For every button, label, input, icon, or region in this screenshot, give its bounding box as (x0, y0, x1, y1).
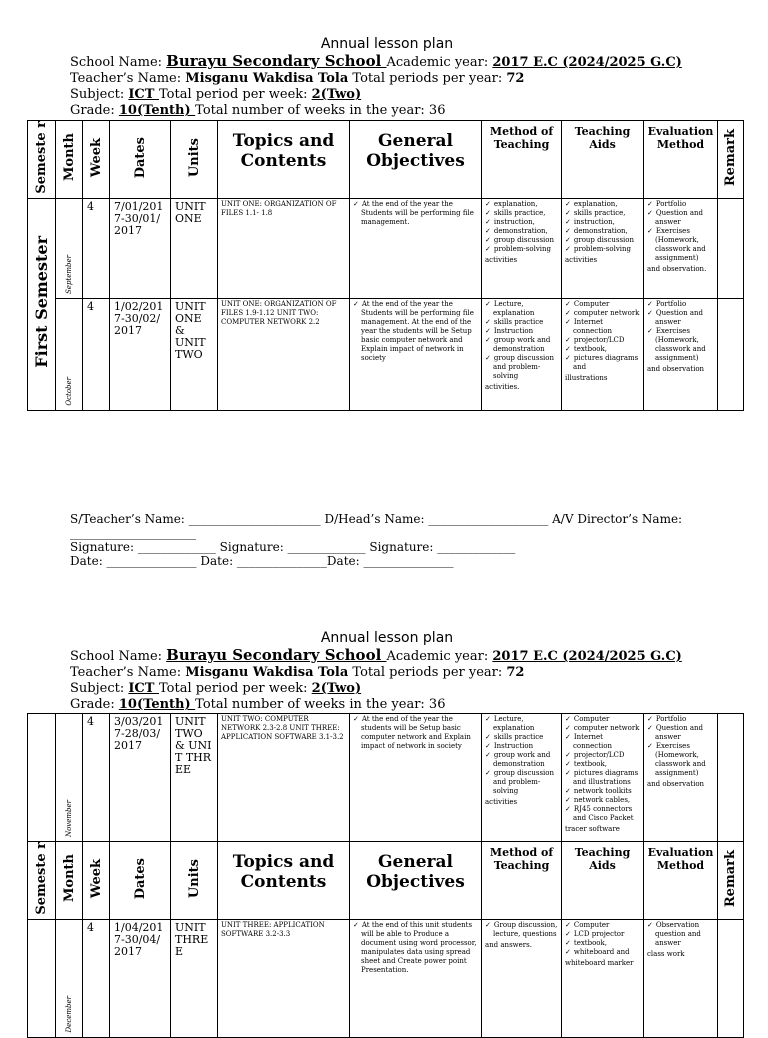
checklist-item: ✓ textbook, (565, 345, 640, 354)
col-week: Week (83, 121, 110, 199)
checklist-item: ✓ group discussion (565, 236, 640, 245)
col-semester: Semeste r (28, 121, 56, 199)
objectives-cell: ✓ At the end of the year the Students will be performing file management. (350, 198, 482, 298)
checklist-note: and observation (647, 780, 705, 788)
dates-cell: 1/02/2017-30/02/2017 (110, 298, 171, 410)
method-cell (482, 298, 562, 410)
checklist-note: activities (485, 255, 518, 264)
checklist-item: ✓ explanation, (565, 200, 640, 209)
topics-cell: UNIT ONE: ORGANIZATION OF FILES 1.1- 1.8 (218, 198, 350, 298)
week-cell: 4 (83, 919, 110, 1037)
checklist (647, 715, 714, 778)
aids-cell (562, 714, 644, 842)
checklist-item: ✓ network toolkits (565, 787, 640, 796)
remark-cell (718, 298, 744, 410)
school-line: School Name: Burayu Secondary School Academic year: 2017 E.C (2024/2025 G.C) (70, 52, 682, 70)
grade: 10(Tenth) (118, 697, 196, 712)
checklist-note: whiteboard marker (565, 958, 634, 967)
checklist-item: ✓ whiteboard and (565, 948, 640, 957)
table-row (28, 298, 744, 410)
checklist-item: ✓ Group discussion, lecture, questions (485, 921, 558, 939)
checklist (565, 300, 640, 372)
units-cell: UNIT TWO & UNIT THREE (171, 714, 218, 842)
col-topics: Topics and Contents (218, 121, 350, 199)
checklist-item: ✓ Internet connection (565, 318, 640, 336)
table-row (28, 919, 744, 1037)
teacher-line: Teacher’s Name: Misganu Wakdisa Tola Total periods per year: 72 (70, 665, 525, 680)
checklist-item: ✓ demonstration, (565, 227, 640, 236)
checklist-item: ✓ group discussion and problem-solving (485, 769, 558, 796)
week-cell: 4 (83, 298, 110, 410)
checklist-item: ✓ network cables, (565, 796, 640, 805)
checklist-item: ✓ Observation question and answer (647, 921, 714, 948)
col-month: Month (56, 842, 83, 920)
checklist (565, 921, 640, 957)
col-semester: Semeste r (28, 842, 56, 920)
col-dates: Dates (110, 842, 171, 920)
date-line: Date: _______________ Date: _______________Date: _______________ (70, 554, 454, 568)
lesson-plan-table-1 (27, 120, 744, 411)
evaluation-cell (644, 198, 718, 298)
evaluation-cell (644, 298, 718, 410)
dates-cell: 7/01/2017-30/01/2017 (110, 198, 171, 298)
checklist (485, 300, 558, 381)
evaluation-cell (644, 919, 718, 1037)
header-block-2 (70, 629, 750, 713)
checklist-note: and observation (647, 364, 705, 373)
col-remark: Remark (718, 121, 744, 199)
subject-line: Subject: ICT Total period per week: 2(Two) (70, 87, 362, 102)
grade-line: Grade: 10(Tenth) Total number of weeks in the year: 36 (70, 697, 446, 712)
checklist-item: ✓ textbook, (565, 760, 640, 769)
school-name: Burayu Secondary School (166, 52, 387, 70)
method-cell (482, 714, 562, 842)
subject: ICT (128, 87, 159, 102)
checklist-item: ✓ group discussion (485, 236, 558, 245)
checklist-item: ✓ problem-solving (565, 245, 640, 254)
periods-per-week: 2(Two) (311, 681, 362, 696)
teacher-name: Misganu Wakdisa Tola (185, 71, 349, 86)
checklist-note: and observation. (647, 264, 707, 273)
signature-line: Signature: _____________ Signature: _____________ Signature: _____________ (70, 540, 516, 554)
col-dates: Dates (110, 121, 171, 199)
col-remark: Remark (718, 842, 744, 920)
checklist-item: ✓ pictures diagrams and illustrations (565, 769, 640, 787)
checklist-item: ✓ skills practice, (565, 209, 640, 218)
checklist-item: ✓ skills practice (485, 318, 558, 327)
checklist-item: ✓ LCD projector (565, 930, 640, 939)
month-cell: December (56, 919, 83, 1037)
checklist-note: illustrations (565, 373, 608, 382)
checklist-item: ✓ Portfolio (647, 200, 714, 209)
checklist (565, 715, 640, 823)
col-evaluation: Evaluation Method (644, 842, 718, 920)
semester-cell-empty (28, 919, 56, 1037)
checklist-item: ✓ Computer (565, 921, 640, 930)
checklist-item: ✓ Question and answer (647, 724, 714, 742)
col-topics: Topics and Contents (218, 842, 350, 920)
units-cell: UNIT ONE (171, 198, 218, 298)
method-cell (482, 198, 562, 298)
periods-per-week: 2(Two) (311, 87, 362, 102)
method-cell (482, 919, 562, 1037)
units-cell: UNIT ONE & UNIT TWO (171, 298, 218, 410)
aids-cell (562, 919, 644, 1037)
checklist-item: ✓ demonstration, (485, 227, 558, 236)
checklist-note: activities. (485, 382, 520, 391)
week-cell: 4 (83, 714, 110, 842)
periods-per-year: 72 (506, 665, 525, 680)
dates-cell: 1/04/2017-30/04/2017 (110, 919, 171, 1037)
checklist-item: ✓ Exercises (Homework, classwork and assignment) (647, 742, 714, 778)
month-cell: September (56, 198, 83, 298)
checklist-item: ✓ Portfolio (647, 300, 714, 309)
checklist-item: ✓ Instruction (485, 742, 558, 751)
dates-cell: 3/03/2017-28/03/2017 (110, 714, 171, 842)
checklist (565, 200, 640, 254)
header-block-1 (70, 35, 750, 119)
col-method: Method of Teaching (482, 121, 562, 199)
table-row (28, 714, 744, 842)
evaluation-cell (644, 714, 718, 842)
col-units: Units (171, 842, 218, 920)
checklist-item: ✓ Computer (565, 715, 640, 724)
checklist-item: ✓ computer network (565, 309, 640, 318)
checklist-item: ✓ Exercises (Homework, classwork and assignment) (647, 327, 714, 363)
col-method: Method of Teaching (482, 842, 562, 920)
col-aids: Teaching Aids (562, 121, 644, 199)
checklist-note: and answers. (485, 940, 532, 949)
checklist (647, 200, 714, 263)
aids-cell (562, 198, 644, 298)
semester-cell-empty (28, 714, 56, 842)
names-line: S/Teacher’s Name: ______________________ D/Head’s Name: ____________________ A/V Director’s Name: _____________________ (70, 512, 683, 540)
checklist-item: ✓ skills practice, (485, 209, 558, 218)
topics-cell: UNIT TWO: COMPUTER NETWORK 2.3-2.8 UNIT THREE: APPLICATION SOFTWARE 3.1-3.2 (218, 714, 350, 842)
col-aids: Teaching Aids (562, 842, 644, 920)
grade-line: Grade: 10(Tenth) Total number of weeks in the year: 36 (70, 103, 446, 118)
checklist-item: ✓ RJ45 connectors and Cisco Packet (565, 805, 640, 823)
checklist-item: ✓ Exercises (Homework, classwork and assignment) (647, 227, 714, 263)
table-row (28, 198, 744, 298)
checklist-item: ✓ textbook, (565, 939, 640, 948)
checklist-item: ✓ group work and demonstration (485, 751, 558, 769)
checklist-item: ✓ Question and answer (647, 309, 714, 327)
subject-line: Subject: ICT Total period per week: 2(Two) (70, 681, 362, 696)
teacher-name: Misganu Wakdisa Tola (185, 665, 349, 680)
table-header-row (28, 842, 744, 920)
school-line: School Name: Burayu Secondary School Academic year: 2017 E.C (2024/2025 G.C) (70, 646, 682, 664)
checklist-item: ✓ Internet connection (565, 733, 640, 751)
checklist-item: ✓ Lecture, explanation (485, 715, 558, 733)
checklist-item: ✓ Lecture, explanation (485, 300, 558, 318)
aids-cell (562, 298, 644, 410)
semester-label: First Semester (28, 198, 56, 410)
checklist (647, 300, 714, 363)
checklist-item: ✓ computer network (565, 724, 640, 733)
units-cell: UNIT THREE (171, 919, 218, 1037)
checklist-item: ✓ projector/LCD (565, 751, 640, 760)
academic-year: 2017 E.C (2024/2025 G.C) (492, 649, 682, 664)
checklist-item: ✓ instruction, (485, 218, 558, 227)
teacher-line: Teacher’s Name: Misganu Wakdisa Tola Total periods per year: 72 (70, 71, 525, 86)
school-name: Burayu Secondary School (166, 646, 387, 664)
checklist-note: class work (647, 949, 685, 958)
checklist-item: ✓ Question and answer (647, 209, 714, 227)
checklist-item: ✓ projector/LCD (565, 336, 640, 345)
remark-cell (718, 714, 744, 842)
document-title: Annual lesson plan (320, 630, 454, 646)
checklist-item: ✓ problem-solving (485, 245, 558, 254)
checklist-item: ✓ group work and demonstration (485, 336, 558, 354)
objectives-cell: ✓ At the end of the year the Students will be performing file management. At the end of the year the students will be Setup basic computer network and Explain impact of network in society (350, 298, 482, 410)
topics-cell: UNIT THREE: APPLICATION SOFTWARE 3.2-3.3 (218, 919, 350, 1037)
checklist (647, 921, 714, 948)
checklist-note: activities (485, 798, 518, 806)
checklist-item: ✓ instruction, (565, 218, 640, 227)
remark-cell (718, 919, 744, 1037)
checklist-item: ✓ Portfolio (647, 715, 714, 724)
table-header-row (28, 121, 744, 199)
signature-footer (70, 512, 710, 568)
col-week: Week (83, 842, 110, 920)
checklist (485, 921, 558, 939)
week-cell: 4 (83, 198, 110, 298)
periods-per-year: 72 (506, 71, 525, 86)
checklist-note: tracer software (565, 825, 620, 833)
lesson-plan-table-2 (27, 713, 744, 1038)
topics-cell: UNIT ONE: ORGANIZATION OF FILES 1.9-1.12 UNIT TWO: COMPUTER NETWORK 2.2 (218, 298, 350, 410)
academic-year: 2017 E.C (2024/2025 G.C) (492, 55, 682, 70)
grade: 10(Tenth) (118, 103, 196, 118)
checklist-note: activities (565, 255, 598, 264)
document-title: Annual lesson plan (320, 36, 454, 52)
objectives-cell: ✓ At the end of the year the students will be Setup basic computer network and Explain impact of network in society (350, 714, 482, 842)
col-month: Month (56, 121, 83, 199)
subject: ICT (128, 681, 159, 696)
col-units: Units (171, 121, 218, 199)
checklist-item: ✓ group discussion and problem-solving (485, 354, 558, 381)
checklist (485, 200, 558, 254)
checklist-item: ✓ explanation, (485, 200, 558, 209)
checklist-item: ✓ Instruction (485, 327, 558, 336)
month-cell: October (56, 298, 83, 410)
col-objectives: General Objectives (350, 842, 482, 920)
month-cell: November (56, 714, 83, 842)
remark-cell (718, 198, 744, 298)
objectives-cell: ✓ At the end of this unit students will be able to Produce a document using word processor, manipulates data using spread sheet and Create power point Presentation. (350, 919, 482, 1037)
col-objectives: General Objectives (350, 121, 482, 199)
checklist (485, 715, 558, 796)
checklist-item: ✓ Computer (565, 300, 640, 309)
col-evaluation: Evaluation Method (644, 121, 718, 199)
checklist-item: ✓ skills practice (485, 733, 558, 742)
checklist-item: ✓ pictures diagrams and (565, 354, 640, 372)
